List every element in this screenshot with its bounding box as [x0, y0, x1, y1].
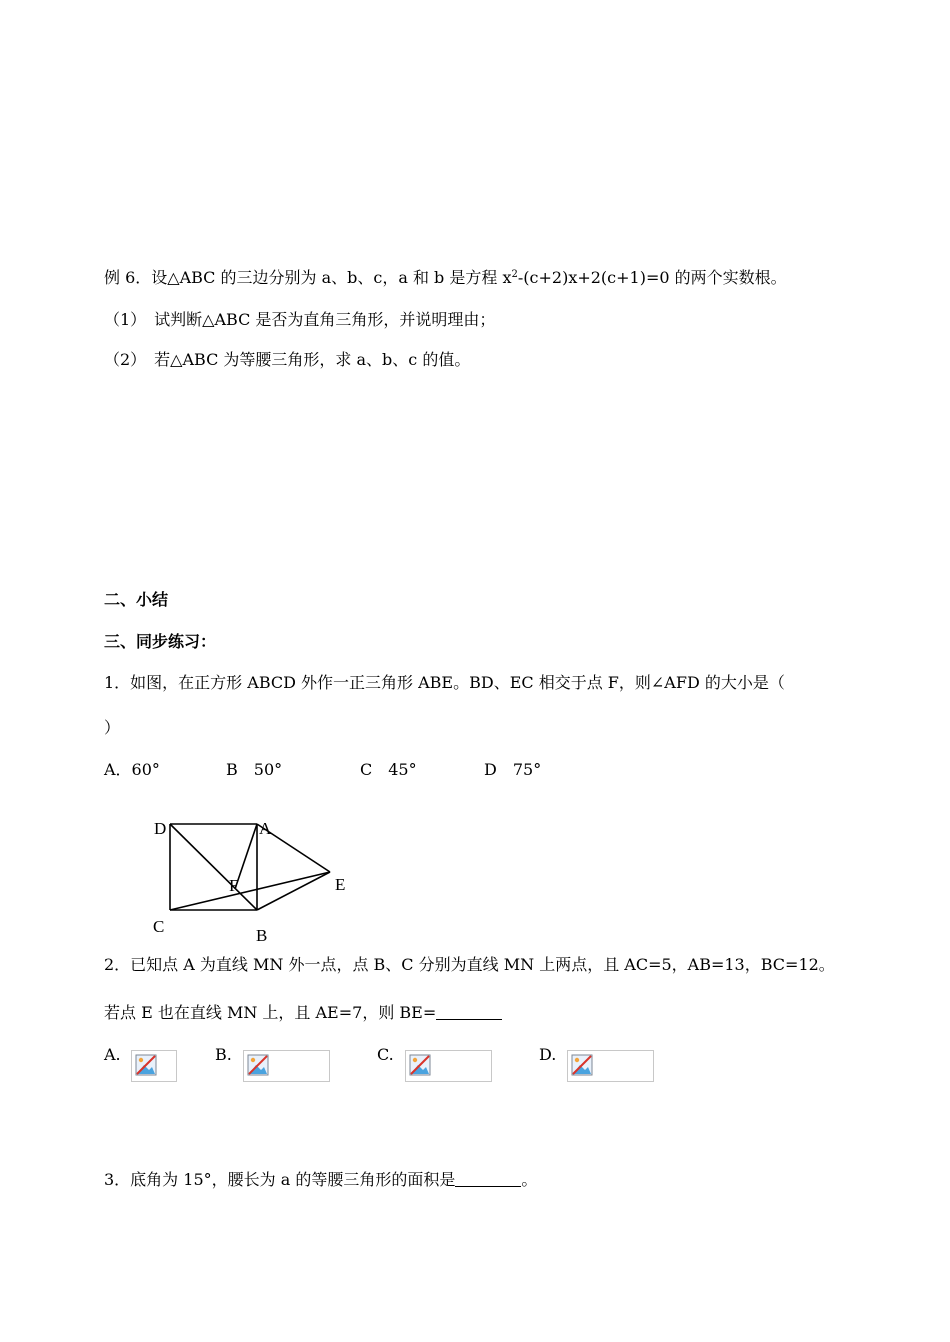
- label-f: F: [229, 876, 239, 895]
- segment-ec: [170, 872, 330, 910]
- q2-line2-text: 若点 E 也在直线 MN 上，且 AE=7，则 BE=: [104, 1003, 437, 1022]
- example6-stem: [104, 268, 787, 288]
- label-a: A: [259, 819, 272, 838]
- broken-image-icon: [135, 1054, 157, 1076]
- label-c: C: [153, 917, 165, 936]
- q3-end: 。: [521, 1170, 538, 1189]
- q2-option-b-label: B.: [215, 1045, 232, 1064]
- broken-image-icon: [409, 1054, 431, 1076]
- broken-image-icon: [247, 1054, 269, 1076]
- label-b: B: [256, 926, 268, 945]
- broken-image-icon: [571, 1054, 593, 1076]
- q3-stem: [104, 1170, 537, 1190]
- q2-option-c-image[interactable]: [405, 1050, 492, 1082]
- q2-line2: [104, 1003, 502, 1023]
- q2-option-a-label: A.: [104, 1045, 121, 1064]
- diagonal-bd: [170, 824, 257, 910]
- square-triangle-figure: [140, 810, 370, 950]
- q1-stem-cont: ）: [104, 718, 121, 737]
- answer-blank: [455, 1172, 521, 1187]
- section-exercises-heading: 三、同步练习：: [104, 632, 217, 651]
- q1-stem: 1．如图，在正方形 ABCD 外作一正三角形 ABE。BD、EC 相交于点 F，则∠AFD 的大小是（: [104, 673, 785, 692]
- label-e: E: [335, 875, 346, 894]
- q2-line1: 2．已知点 A 为直线 MN 外一点，点 B、C 分别为直线 MN 上两点，且 AC=5，AB=13，BC=12。: [104, 955, 835, 974]
- edge-eb: [257, 872, 330, 910]
- q3-stem-text: 3．底角为 15°，腰长为 a 的等腰三角形的面积是: [104, 1170, 456, 1189]
- exponent: 2: [511, 269, 518, 280]
- q2-option-d-image[interactable]: [567, 1050, 654, 1082]
- q2-option-c-label: C.: [377, 1045, 394, 1064]
- label-d: D: [154, 819, 167, 838]
- example6-part2: （2） 若△ABC 为等腰三角形，求 a、b、c 的值。: [104, 350, 471, 369]
- q1-option-c: C 45°: [360, 760, 417, 779]
- q1-option-b: B 50°: [226, 760, 283, 779]
- example6-stem-b: -(c+2)x+2(c+1)=0 的两个实数根。: [517, 268, 787, 287]
- example6-stem-a: 例 6．设△ABC 的三边分别为 a、b、c，a 和 b 是方程 x: [104, 268, 512, 287]
- q2-option-b-image[interactable]: [243, 1050, 330, 1082]
- q1-option-d: D 75°: [484, 760, 542, 779]
- example6-part1: （1） 试判断△ABC 是否为直角三角形，并说明理由；: [104, 310, 496, 329]
- section-summary-heading: 二、小结: [104, 590, 169, 609]
- answer-blank: [436, 1005, 502, 1020]
- q2-option-d-label: D.: [539, 1045, 557, 1064]
- q1-option-a: A．60°: [104, 760, 160, 779]
- q2-option-a-image[interactable]: [131, 1050, 177, 1082]
